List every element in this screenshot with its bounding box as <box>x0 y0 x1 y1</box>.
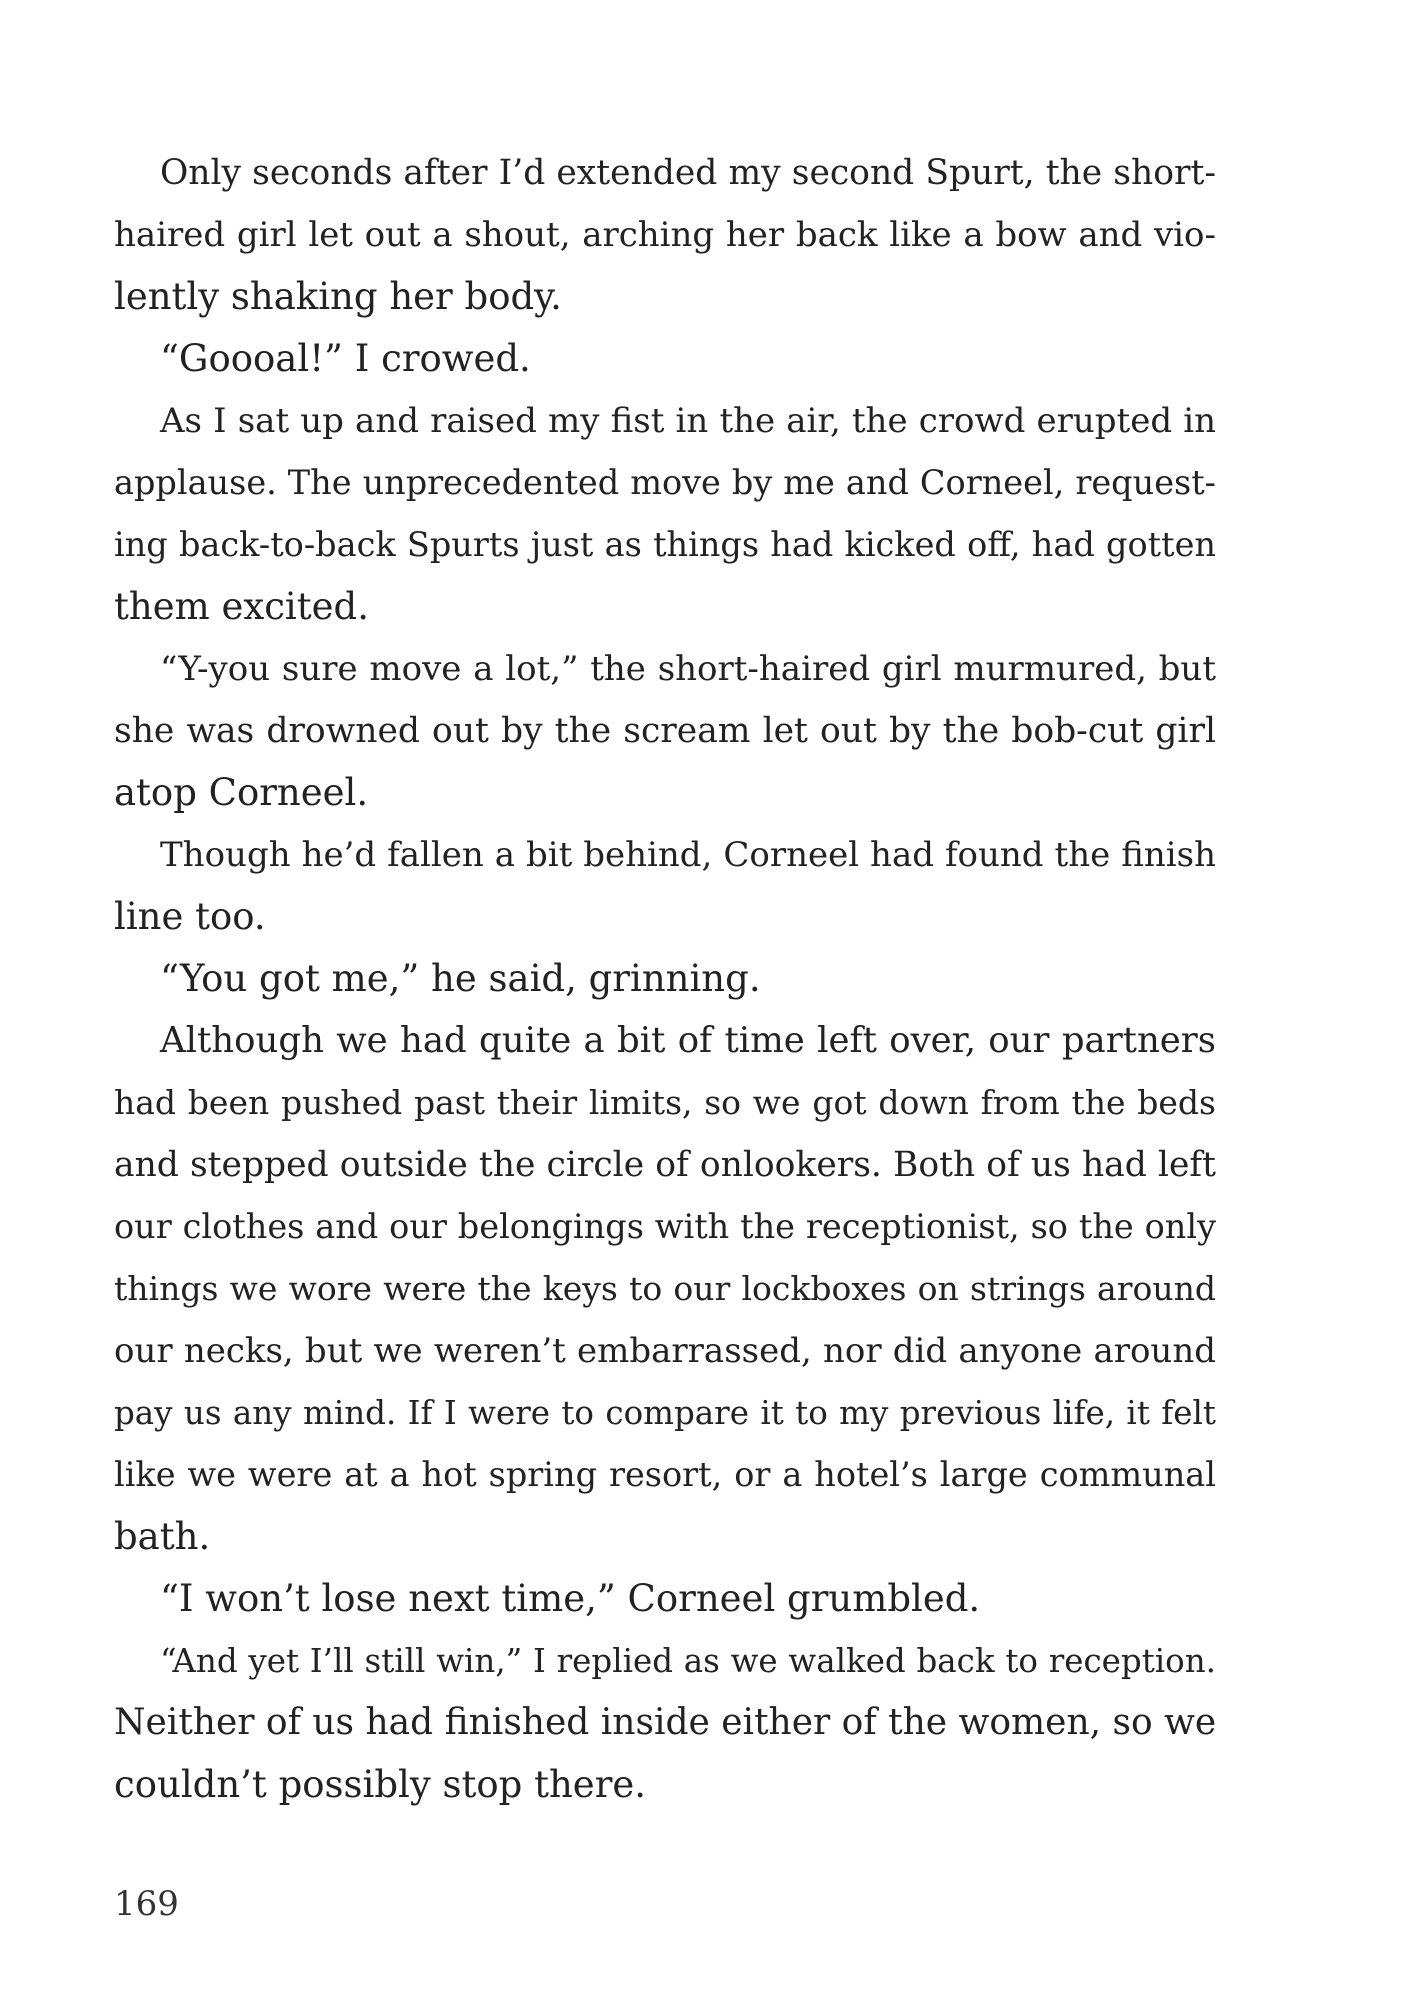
text-line: Only seconds after I’d extended my second Spurt, the short- <box>160 153 1216 193</box>
text-line: our necks, but we weren’t embarrassed, nor did anyone around <box>114 1331 1216 1371</box>
text-line: atop Corneel. <box>114 771 369 814</box>
text-line: things we wore were the keys to our lockboxes on strings around <box>114 1269 1216 1308</box>
text-line: lently shaking her body. <box>114 275 562 318</box>
text-line: our clothes and our belongings with the receptionist, so the only <box>114 1207 1216 1246</box>
text-line: like we were at a hot spring resort, or a hotel’s large communal <box>114 1455 1216 1494</box>
text-line: “Goooal!” I crowed. <box>160 337 531 380</box>
text-line: “I won’t lose next time,” Corneel grumbled. <box>160 1577 981 1620</box>
page-number: 169 <box>114 1884 179 1924</box>
text-line: Although we had quite a bit of time left over, our partners <box>160 1020 1216 1061</box>
text-line: “You got me,” he said, grinning. <box>160 957 761 1000</box>
text-line: line too. <box>114 895 266 938</box>
text-line: haired girl let out a shout, arching her back like a bow and vio- <box>114 215 1216 255</box>
text-line: Neither of us had finished inside either of the women, so we <box>114 1702 1216 1743</box>
text-line: and stepped outside the circle of onlookers. Both of us had left <box>114 1145 1216 1185</box>
text-line: bath. <box>114 1515 211 1558</box>
text-line: pay us any mind. If I were to compare it to my previous life, it felt <box>114 1394 1216 1432</box>
text-line: “Y-you sure move a lot,” the short-haired girl murmured, but <box>160 649 1216 689</box>
text-line: had been pushed past their limits, so we got down from the beds <box>114 1083 1216 1122</box>
text-line: ing back-to-back Spurts just as things had kicked off, had gotten <box>114 525 1216 564</box>
text-line: she was drowned out by the scream let out by the bob-cut girl <box>114 711 1216 751</box>
text-line: them excited. <box>114 585 369 628</box>
text-line: couldn’t possibly stop there. <box>114 1763 647 1806</box>
body-text <box>114 142 1216 1816</box>
text-line: Though he’d fallen a bit behind, Corneel had found the finish <box>160 835 1216 875</box>
text-line: applause. The unprecedented move by me and Corneel, request- <box>114 463 1216 502</box>
text-line: “And yet I’ll still win,” I replied as we walked back to reception. <box>160 1642 1216 1680</box>
text-line: As I sat up and raised my fist in the air, the crowd erupted in <box>160 401 1216 441</box>
